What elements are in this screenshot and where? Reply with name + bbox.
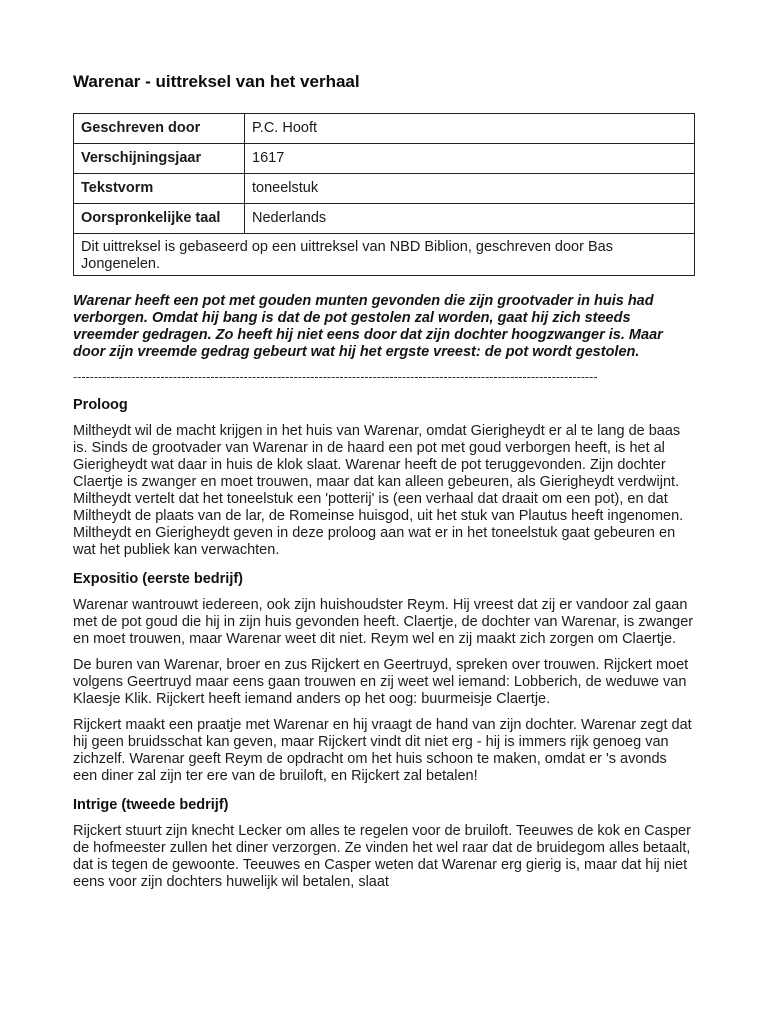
- info-value: 1617: [245, 144, 695, 174]
- source-note: Dit uittreksel is gebaseerd op een uittreksel van NBD Biblion, geschreven door Bas Jongenelen.: [74, 234, 695, 276]
- section-paragraph: Rijckert maakt een praatje met Warenar en hij vraagt de hand van zijn dochter. Warenar zegt dat hij geen bruidsschat kan geven, maar Rijckert vindt dit niet erg - hij is immers rijk genoeg van zichzelf. Warenar geeft Reym de opdracht om het huis schoon te maken, omdat er 's avonds een diner zal zijn ter ere van de bruiloft, en Rijckert zal betalen!: [73, 717, 692, 784]
- section-paragraph: De buren van Warenar, broer en zus Rijckert en Geertruyd, spreken over trouwen. Rijckert moet volgens Geertruyd maar eens gaan trouwen en zij weet wel iemand: Lobberich, de weduwe van Klaesje Klik. Rijckert heeft iemand anders op het oog: buurmeisje Claertje.: [73, 657, 689, 707]
- info-value: P.C. Hooft: [245, 114, 695, 144]
- info-row-note: [74, 234, 695, 276]
- info-row-text-form: [74, 174, 695, 204]
- info-value: toneelstuk: [245, 174, 695, 204]
- info-value: Nederlands: [245, 204, 695, 234]
- story-summary: Warenar heeft een pot met gouden munten gevonden die zijn grootvader in huis had verborgen. Omdat hij bang is dat de pot gestolen zal worden, gaat hij zich steeds vreemder gedragen. Zo heeft hij niet eens door dat zijn dochter hoogzwanger is. Maar door zijn vreemde gedrag gebeurt wat hij het ergste vreest: de pot wordt gestolen.: [73, 293, 663, 360]
- info-row-language: [74, 204, 695, 234]
- info-label: Tekstvorm: [74, 174, 245, 204]
- info-label: Oorspronkelijke taal: [74, 204, 245, 234]
- section-paragraph: Rijckert stuurt zijn knecht Lecker om alles te regelen voor de bruiloft. Teeuwes de kok en Casper de hofmeester zullen het diner verzorgen. Ze vinden het wel raar dat de bruidegom alles betaalt, dat is tegen de gewoonte. Teeuwes en Casper weten dat Warenar erg gierig is, maar dat hij niet eens voor zijn dochters huwelijk wil betalen, slaat: [73, 823, 691, 890]
- section-paragraph: Warenar wantrouwt iedereen, ook zijn huishoudster Reym. Hij vreest dat zij er vandoor zal gaan met de pot goud die hij in zijn huis gevonden heeft. Claertje, de dochter van Warenar, is zwanger en moet trouwen, maar Warenar weet dit niet. Reym wel en zij maakt zich zorgen om Claertje.: [73, 597, 694, 647]
- document-title: Warenar - uittreksel van het verhaal: [73, 72, 360, 91]
- info-label: Verschijningsjaar: [74, 144, 245, 174]
- section-heading-expositio: Expositio (eerste bedrijf): [73, 571, 244, 587]
- section-paragraph: Miltheydt wil de macht krijgen in het huis van Warenar, omdat Gierigheydt er al te lang de baas is. Sinds de grootvader van Warenar in de haard een pot met goud verborgen heeft, is het al Gierigheydt wat daar in huis de klok slaat. Warenar heeft de pot teruggevonden. Zijn dochter Claertje is zwanger en moet trouwen, maar dat kan alleen gebeuren, als Gierigheydt verdwijnt. Miltheydt vertelt dat het toneelstuk een 'potterij' is (een verhaal dat draait om een pot), en dat Miltheydt de plaats van de lar, de Romeinse huisgod, uit het stuk van Plautus heeft ingenomen. Miltheydt en Gierigheydt geven in deze proloog aan wat er in het toneelstuk gaat gebeuren en wat het publiek kan verwachten.: [73, 423, 684, 558]
- book-info-table: [73, 113, 695, 276]
- info-row-author: [74, 114, 695, 144]
- info-row-year: [74, 144, 695, 174]
- section-heading-proloog: Proloog: [73, 397, 128, 413]
- info-label: Geschreven door: [74, 114, 245, 144]
- dashed-separator: ------------------------------------------------------------------------------------------------------------------------------: [73, 370, 598, 384]
- section-heading-intrige: Intrige (tweede bedrijf): [73, 797, 229, 813]
